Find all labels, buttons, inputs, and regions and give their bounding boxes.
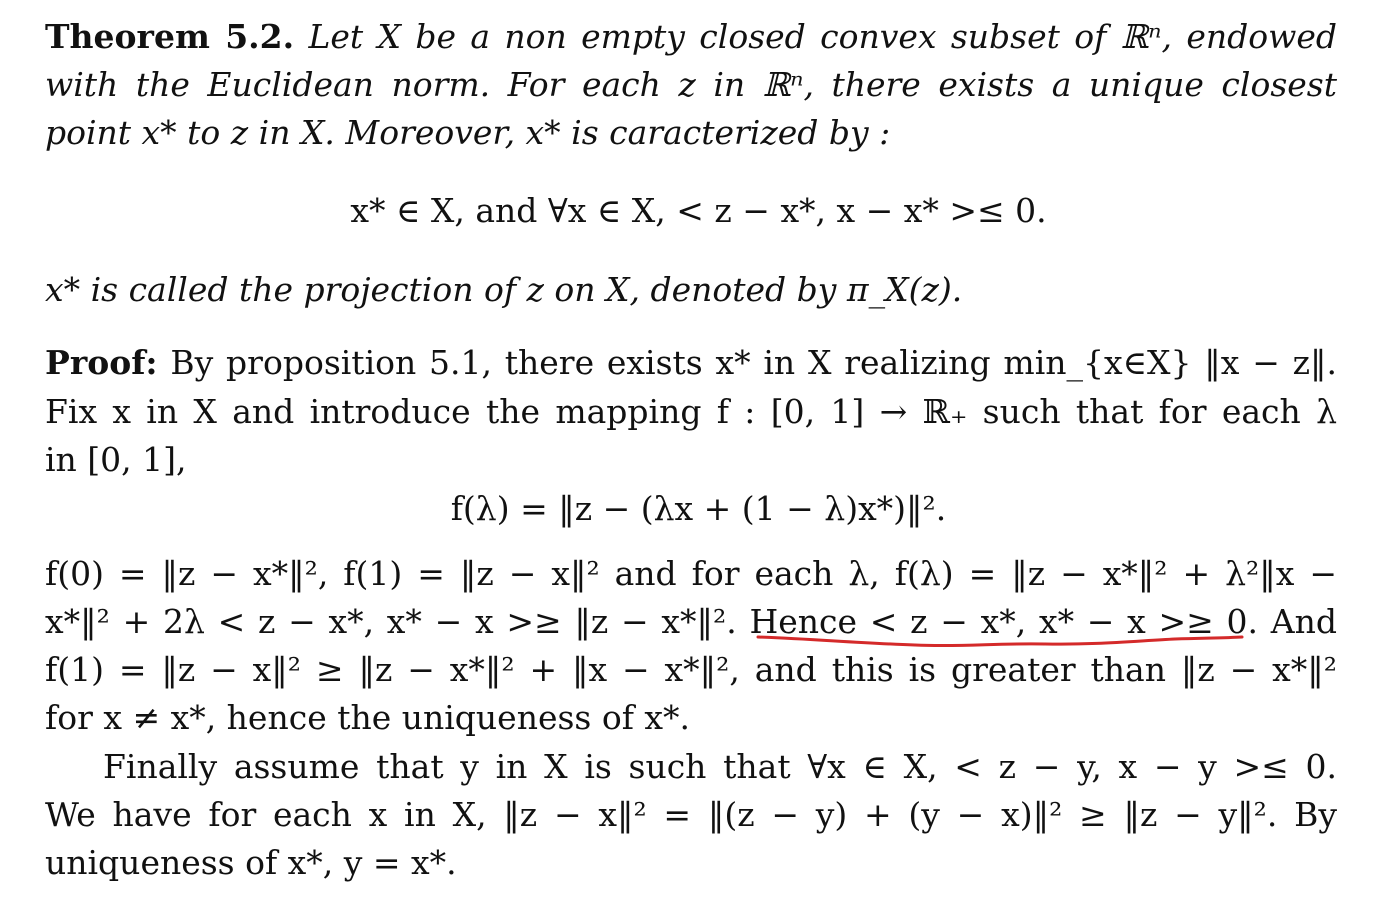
red-underline-annotation	[755, 627, 1245, 653]
theorem-heading: Theorem 5.2.	[45, 17, 295, 56]
theorem-line-1: Theorem 5.2. Let X be a non empty closed convex subset of ℝⁿ, endowed	[45, 17, 1337, 56]
theorem-line-3: point x* to z in X. Moreover, x* is caracterized by :	[45, 113, 891, 152]
theorem-line-4: x* is called the projection of z on X, denoted by π_X(z).	[45, 270, 963, 309]
proof-line-8: Finally assume that y in X is such that ∀x ∈ X, < z − y, x − y >≤ 0.	[103, 747, 1337, 786]
proof-line-7: for x ≠ x*, hence the uniqueness of x*.	[45, 698, 691, 737]
proof-line-2: Fix x in X and introduce the mapping f : [0, 1] → ℝ₊ such that for each λ	[45, 392, 1337, 431]
proof-line-1: Proof: By proposition 5.1, there exists x* in X realizing min_{x∈X} ‖x − z‖.	[45, 343, 1337, 382]
highlighted-statement: Hence < z − x*, x* − x >≥ 0.	[749, 602, 1259, 641]
theorem-display-equation: x* ∈ X, and ∀x ∈ X, < z − x*, x − x* >≤ 0.	[350, 191, 1047, 230]
theorem-line-2: with the Euclidean norm. For each z in ℝⁿ, there exists a unique closest	[45, 65, 1337, 104]
proof-display-equation: f(λ) = ‖z − (λx + (1 − λ)x*)‖².	[450, 489, 947, 528]
proof-line-4: f(0) = ‖z − x*‖², f(1) = ‖z − x‖² and for each λ, f(λ) = ‖z − x*‖² + λ²‖x −	[45, 554, 1337, 593]
proof-heading: Proof:	[45, 343, 158, 382]
proof-line-5: x*‖² + 2λ < z − x*, x* − x >≥ ‖z − x*‖². Hence < z − x*, x* − x >≥ 0. And	[45, 602, 1337, 641]
proof-line-10: uniqueness of x*, y = x*.	[45, 843, 457, 882]
proof-line-9: We have for each x in X, ‖z − x‖² = ‖(z − y) + (y − x)‖² ≥ ‖z − y‖². By	[45, 795, 1337, 834]
proof-line-3: in [0, 1],	[45, 440, 187, 479]
proof-line-6: f(1) = ‖z − x‖² ≥ ‖z − x*‖² + ‖x − x*‖², and this is greater than ‖z − x*‖²	[45, 650, 1337, 689]
